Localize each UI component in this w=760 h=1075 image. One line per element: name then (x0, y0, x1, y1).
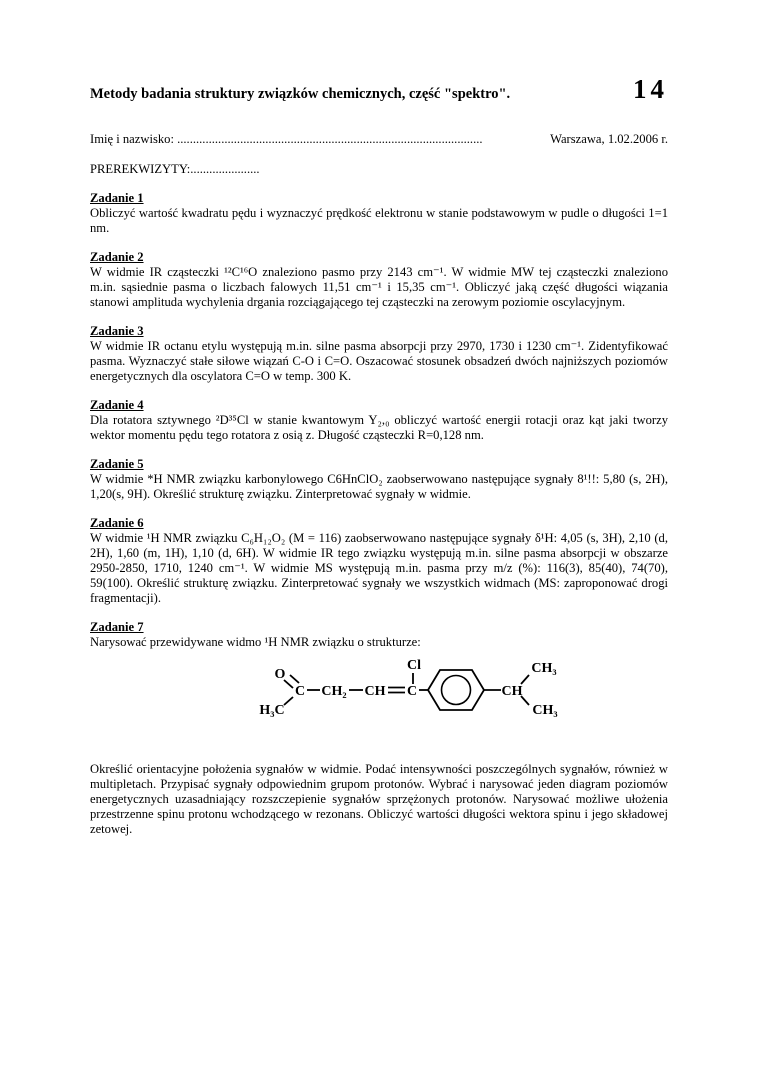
task-zadanie-4 (90, 398, 668, 443)
name-fill-in-dots: ................................................................................................. (177, 132, 483, 146)
document-title: Metody badania struktury związków chemicznych, część "spektro". (90, 86, 511, 102)
atom-label-carbonyl-c: C (294, 684, 306, 699)
atom-label-ch3-top: CH₃ (531, 661, 557, 676)
task-body: W widmie *H NMR związku karbonylowego C6HnClO₂ zaobserwowano następujące sygnały 8¹!!: 5,80 (s, 2H), 1,20(s, 9H). Określić strukturę związku. Zinterpretować sygnały w widmie. (90, 472, 668, 501)
task-heading: Zadanie 7 (90, 620, 144, 634)
atom-label-ch2: CH₂ (321, 684, 347, 699)
task-heading: Zadanie 5 (90, 457, 144, 471)
atom-label-cl: Cl (407, 658, 421, 673)
task-body: W widmie ¹H NMR związku C₆H₁₂O₂ (M = 116) zaobserwowano następujące sygnały δ¹H: 4,05 (s, 3H), 2,10 (d, 2H), 1,60 (m, 1H), 1,10 (d, 6H). W widmie IR tego związku występują m.in. silne pasma absorpcji w obszarze 2950-2850, 1710, 1240 cm⁻¹. W widmie MS występują m.in. pasma przy m/z (%): 116(3), 85(40), 74(70), 59(100). Określić strukturę związku. Zinterpretować sygnały we wszystkich widmach (MS: zaproponować drogi fragmentacji). (90, 531, 668, 605)
task-body: Obliczyć wartość kwadratu pędu i wyznaczyć prędkość elektronu w stanie podstawowym w pudle o długości 1=1 nm. (90, 206, 668, 235)
atom-label-vinyl-c: C (406, 684, 418, 699)
task-zadanie-7 (90, 620, 668, 650)
atom-label-oxygen: O (274, 667, 286, 682)
closing-paragraph: Określić orientacyjne położenia sygnałów w widmie. Podać intensywności poszczególnych sygnałów, również w multipletach. Przypisać sygnały odpowiednim grupom protonów. Wybrać i narysować jeden diagram poziomów energetycznych uzasadniający rozszczepienie sygnałów sprzężonych protonów. Narysować możliwe ułożenia przestrzenne spinu protonu wchodzącego w rezonans. Obliczyć wartości długości wektora spinu i jego składowej zetowej. (90, 762, 668, 836)
prerequisites-line: PREREKWIZYTY:...................... (90, 162, 260, 176)
atom-label-ch: CH (364, 684, 386, 699)
name-line (90, 132, 483, 147)
task-zadanie-5 (90, 457, 668, 502)
task-heading: Zadanie 2 (90, 250, 144, 264)
atom-label-h3c: H₃C (259, 703, 285, 718)
place-date: Warszawa, 1.02.2006 r. (550, 132, 668, 146)
task-zadanie-3 (90, 324, 668, 384)
task-zadanie-6 (90, 516, 668, 606)
name-and-date-row (90, 132, 668, 147)
task-heading: Zadanie 6 (90, 516, 144, 530)
task-heading: Zadanie 3 (90, 324, 144, 338)
task-heading: Zadanie 4 (90, 398, 144, 412)
task-zadanie-2 (90, 250, 668, 310)
page-number: 14 (633, 74, 668, 104)
document-header (90, 74, 668, 104)
atom-label-ch3-bottom: CH₃ (532, 703, 558, 718)
atom-label-isopropyl-ch: CH (501, 684, 523, 699)
task-zadanie-1 (90, 191, 668, 236)
task-body: Narysować przewidywane widmo ¹H NMR związku o strukturze: (90, 635, 421, 649)
chemical-structure-drawing (250, 656, 580, 744)
task-body: W widmie IR octanu etylu występują m.in. silne pasma absorpcji przy 2970, 1730 i 1230 cm⁻¹. Zidentyfikować pasma. Wyznaczyć stałe siłowe wiązań C-O i C=O. Oszacować stosunek obsadzeń dwóch najniższych poziomów energetycznych dla oscylatora C=O w temp. 300 K. (90, 339, 668, 383)
name-label: Imię i nazwisko: (90, 132, 174, 146)
task-body: W widmie IR cząsteczki ¹²C¹⁶O znaleziono pasmo przy 2143 cm⁻¹. W widmie MW tej cząsteczki znaleziono m.in. sąsiednie pasma o liczbach falowych 11,51 cm⁻¹ i 15,35 cm⁻¹. Obliczyć jaką część długości wiązania stanowi amplituda wychylenia drgania rozciągającego tej cząsteczki na zerowym poziomie oscylacyjnym. (90, 265, 668, 309)
task-body: Dla rotatora sztywnego ²D³⁵Cl w stanie kwantowym Y₂,₀ obliczyć wartość energii rotacji oraz kąt jaki tworzy wektor momentu pędu tego rotatora z osią z. Długość cząsteczki R=0,128 nm. (90, 413, 668, 442)
task-heading: Zadanie 1 (90, 191, 144, 205)
atom-labels (259, 658, 557, 718)
